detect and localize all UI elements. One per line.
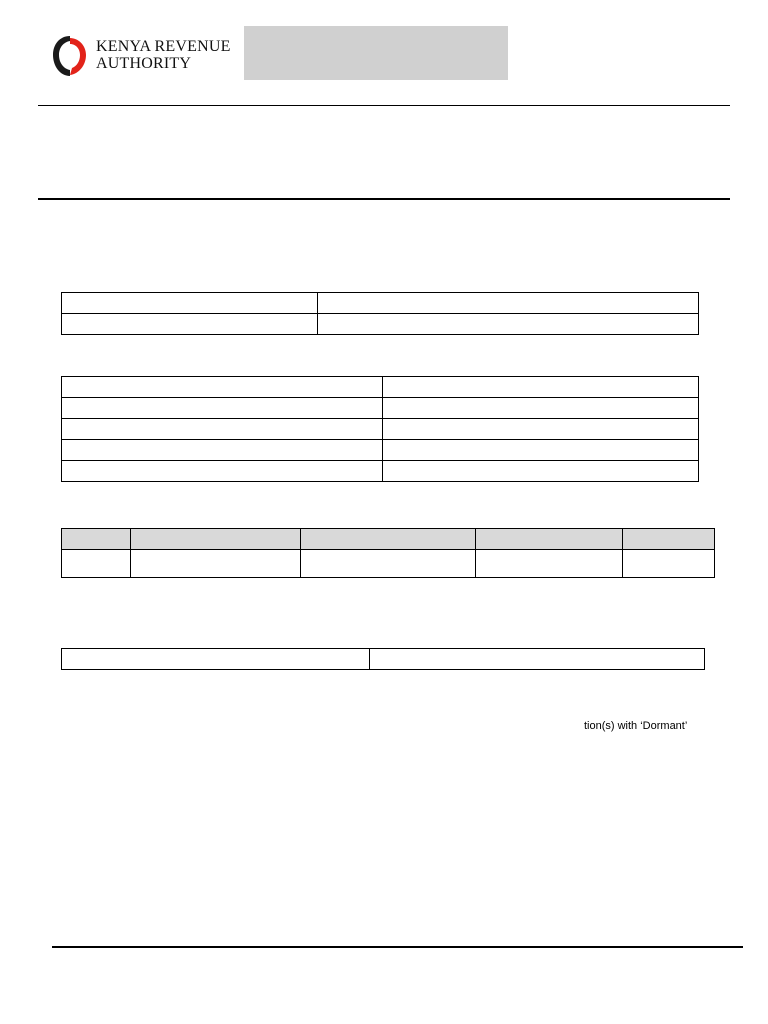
table-header-row xyxy=(62,529,715,550)
table-cell xyxy=(301,550,476,578)
table-cell xyxy=(62,314,318,335)
table-cell xyxy=(62,419,383,440)
table-cell xyxy=(383,419,699,440)
table-cell xyxy=(62,461,383,482)
table-row xyxy=(62,649,705,670)
header-divider-top xyxy=(38,105,730,106)
table-row xyxy=(62,398,699,419)
table-header-cell xyxy=(476,529,623,550)
table-cell xyxy=(62,649,370,670)
table-cell xyxy=(62,550,131,578)
table-row xyxy=(62,377,699,398)
table-cell xyxy=(62,377,383,398)
table-row xyxy=(62,440,699,461)
table-row xyxy=(62,419,699,440)
table-cell xyxy=(62,398,383,419)
table-row xyxy=(62,293,699,314)
table-cell xyxy=(383,461,699,482)
table-cell xyxy=(370,649,705,670)
table-cell xyxy=(383,398,699,419)
logo-name-line1: KENYA REVENUE xyxy=(96,38,231,55)
table-cell xyxy=(131,550,301,578)
table-cell xyxy=(476,550,623,578)
form-table-3 xyxy=(61,528,715,578)
header-placeholder-box xyxy=(244,26,508,80)
logo-name-line2: AUTHORITY xyxy=(96,55,192,72)
form-table-1 xyxy=(61,292,699,335)
table-cell xyxy=(383,377,699,398)
kra-wordmark xyxy=(96,38,231,72)
form-table-4 xyxy=(61,648,705,670)
table-row xyxy=(62,550,715,578)
footer-divider xyxy=(52,946,743,948)
table-cell xyxy=(62,440,383,461)
table-row xyxy=(62,461,699,482)
table-cell xyxy=(318,314,699,335)
table-header-cell xyxy=(131,529,301,550)
table-row xyxy=(62,314,699,335)
table-cell xyxy=(318,293,699,314)
kra-logo xyxy=(52,34,232,82)
table-cell xyxy=(383,440,699,461)
table-cell xyxy=(623,550,715,578)
table-header-cell xyxy=(62,529,131,550)
header-divider-bottom xyxy=(38,198,730,200)
form-table-2 xyxy=(61,376,699,482)
kra-lion-icon xyxy=(52,34,88,78)
table-header-cell xyxy=(623,529,715,550)
partial-body-text: tion(s) with ‘Dormant’ xyxy=(584,720,688,732)
table-cell xyxy=(62,293,318,314)
table-header-cell xyxy=(301,529,476,550)
